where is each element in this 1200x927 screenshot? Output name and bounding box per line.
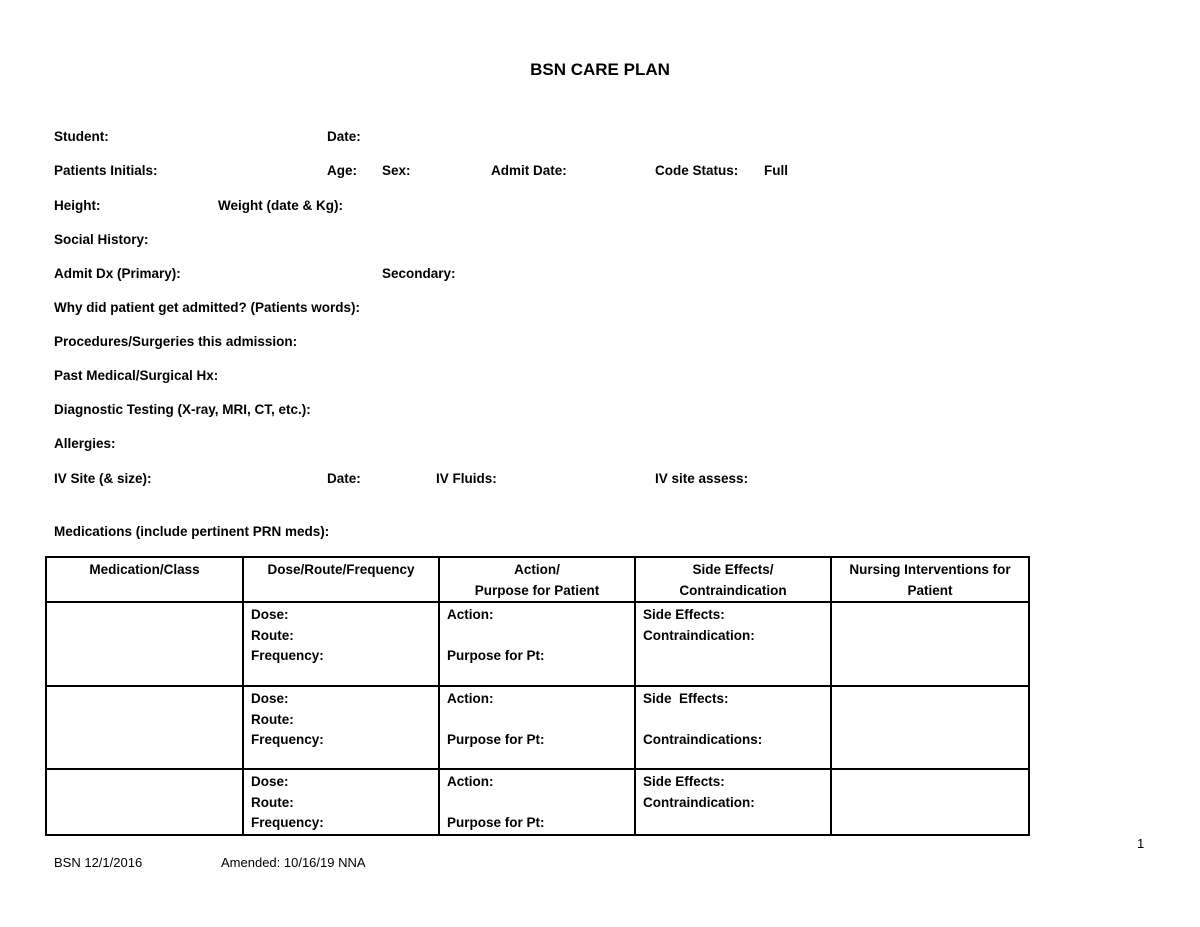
why-admitted-label: Why did patient get admitted? (Patients words): bbox=[54, 300, 361, 315]
header-nursing-interventions: Nursing Interventions for Patient bbox=[831, 557, 1029, 602]
diagnostic-testing-label: Diagnostic Testing (X-ray, MRI, CT, etc.): bbox=[54, 402, 311, 417]
student-label: Student: bbox=[54, 129, 109, 144]
header-action-purpose: Action/ Purpose for Patient bbox=[439, 557, 635, 602]
code-status-value: Full bbox=[764, 163, 788, 178]
secondary-dx-label: Secondary: bbox=[382, 266, 456, 281]
past-hx-label: Past Medical/Surgical Hx: bbox=[54, 368, 219, 383]
admit-dx-label: Admit Dx (Primary): bbox=[54, 266, 181, 281]
medication-class-cell[interactable] bbox=[46, 602, 243, 686]
action-purpose-cell[interactable]: Action: Purpose for Pt: bbox=[439, 686, 635, 769]
side-effects-cell[interactable]: Side Effects: Contraindication: bbox=[635, 602, 831, 686]
age-label: Age: bbox=[327, 163, 357, 178]
nursing-interventions-cell[interactable] bbox=[831, 602, 1029, 686]
header-medication-class: Medication/Class bbox=[46, 557, 243, 602]
dose-route-frequency-cell[interactable]: Dose: Route: Frequency: bbox=[243, 602, 439, 686]
table-row bbox=[46, 686, 1029, 769]
dose-route-frequency-cell[interactable]: Dose: Route: Frequency: bbox=[243, 686, 439, 769]
medication-class-cell[interactable] bbox=[46, 686, 243, 769]
page-number: 1 bbox=[1137, 836, 1145, 851]
height-label: Height: bbox=[54, 198, 101, 213]
footer-amended: Amended: 10/16/19 NNA bbox=[221, 855, 366, 870]
patients-initials-label: Patients Initials: bbox=[54, 163, 158, 178]
procedures-label: Procedures/Surgeries this admission: bbox=[54, 334, 298, 349]
date-label: Date: bbox=[327, 129, 361, 144]
admit-date-label: Admit Date: bbox=[491, 163, 567, 178]
medications-table bbox=[45, 556, 1030, 836]
medication-class-cell[interactable] bbox=[46, 769, 243, 835]
footer-version: BSN 12/1/2016 bbox=[54, 855, 143, 870]
nursing-interventions-cell[interactable] bbox=[831, 769, 1029, 835]
side-effects-cell[interactable]: Side Effects: Contraindications: bbox=[635, 686, 831, 769]
allergies-label: Allergies: bbox=[54, 436, 116, 451]
page-title: BSN CARE PLAN bbox=[530, 60, 670, 79]
header-side-effects: Side Effects/ Contraindication bbox=[635, 557, 831, 602]
dose-route-frequency-cell[interactable]: Dose: Route: Frequency: bbox=[243, 769, 439, 835]
action-purpose-cell[interactable]: Action: Purpose for Pt: bbox=[439, 769, 635, 835]
side-effects-cell[interactable]: Side Effects: Contraindication: bbox=[635, 769, 831, 835]
table-row bbox=[46, 769, 1029, 835]
weight-label: Weight (date & Kg): bbox=[218, 198, 343, 213]
medications-label: Medications (include pertinent PRN meds): bbox=[54, 524, 330, 539]
social-history-label: Social History: bbox=[54, 232, 149, 247]
code-status-label: Code Status: bbox=[655, 163, 739, 178]
iv-date-label: Date: bbox=[327, 471, 361, 486]
nursing-interventions-cell[interactable] bbox=[831, 686, 1029, 769]
iv-fluids-label: IV Fluids: bbox=[436, 471, 497, 486]
sex-label: Sex: bbox=[382, 163, 411, 178]
header-dose-route-frequency: Dose/Route/Frequency bbox=[243, 557, 439, 602]
iv-site-assess-label: IV site assess: bbox=[655, 471, 749, 486]
table-row bbox=[46, 602, 1029, 686]
table-header-row bbox=[46, 557, 1029, 602]
action-purpose-cell[interactable]: Action: Purpose for Pt: bbox=[439, 602, 635, 686]
iv-site-label: IV Site (& size): bbox=[54, 471, 152, 486]
